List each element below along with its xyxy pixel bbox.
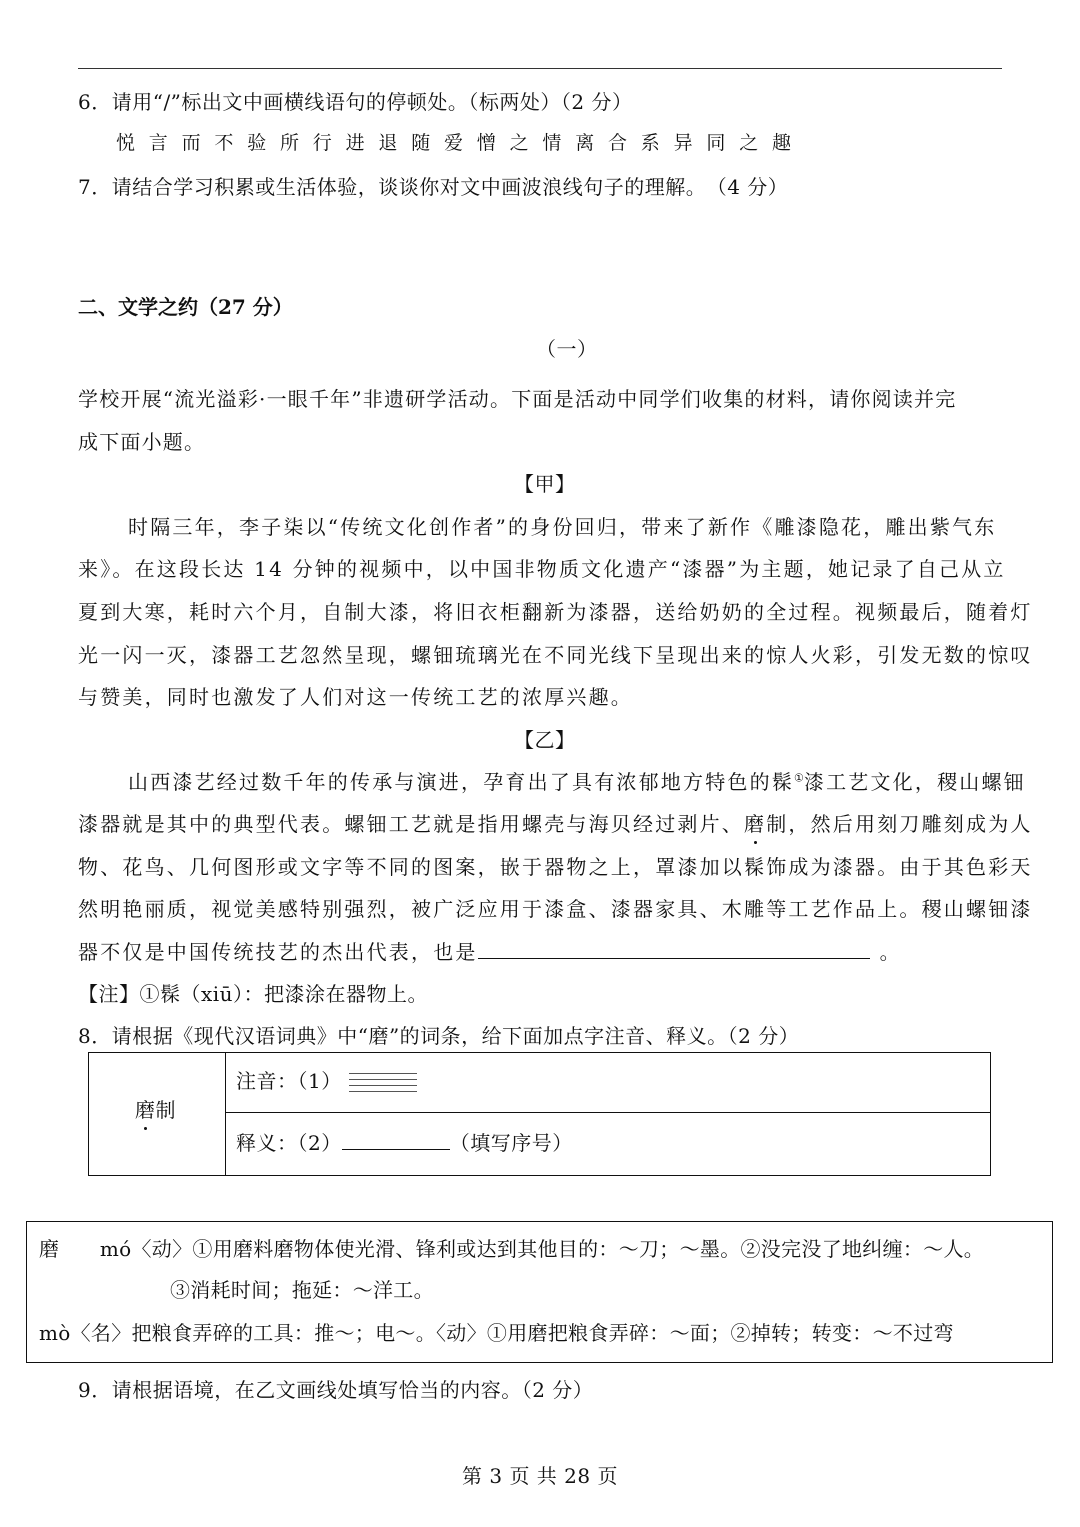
question-9: 9．请根据语境，在乙文画线处填写恰当的内容。（2 分） — [78, 1378, 594, 1402]
pinyin-row: 注音：（1） — [236, 1065, 417, 1095]
passage-jia-line: 光一闪一灭，漆器工艺忽然呈现，螺钿琉璃光在不同光线下呈现出来的惊人火彩，引发无数的惊叹 — [78, 643, 1033, 667]
question-6-sentence: 悦言而不验所行进退随爱憎之情离合系异同之趣 — [116, 132, 805, 154]
passage-yi-line: 漆器就是其中的典型代表。螺钿工艺就是指用螺壳与海贝经过剥片、磨制，然后用刻刀雕刻成为人 — [78, 808, 1033, 837]
section-heading: 二、文学之约（27 分） — [78, 295, 293, 319]
passage-yi-line: 然明艳丽质，视觉美感特别强烈，被广泛应用于漆盒、漆器家具、木雕等工艺作品上。稷山螺钿漆 — [78, 897, 1033, 921]
passage-jia-line: 与赞美，同时也激发了人们对这一传统工艺的浓厚兴趣。 — [78, 685, 633, 709]
top-rule — [78, 68, 1002, 69]
passage-yi-line: 物、花鸟、几何图形或文字等不同的图案，嵌于器物之上，罩漆加以髹饰成为漆器。由于其色彩天 — [78, 855, 1033, 879]
passage-jia-line: 时隔三年，李子柒以“传统文化创作者”的身份回归，带来了新作《雕漆隐花，雕出紫气东 — [128, 515, 997, 539]
pinyin-answer-lines[interactable] — [349, 1071, 417, 1095]
passage-yi-line: 器不仅是中国传统技艺的杰出代表，也是 。 — [78, 940, 902, 964]
footnote-marker: ① — [794, 771, 804, 785]
table-divider — [225, 1053, 226, 1175]
passage-yi-label: 【乙】 — [514, 728, 576, 752]
meaning-row: 释义：（2） （填写序号） — [236, 1131, 573, 1155]
passage-jia-line: 夏到大寒，耗时六个月，自制大漆，将旧衣柜翻新为漆器，送给奶奶的全过程。视频最后，随着灯 — [78, 600, 1033, 624]
passage-jia-line: 来》。在这段长达 14 分钟的视频中，以中国非物质文化遗产“漆器”为主题，她记录了自己从立 — [78, 557, 1006, 581]
intro-line-2: 成下面小题。 — [78, 430, 206, 454]
dotted-character: 磨 — [744, 808, 766, 837]
passage-yi-line: 山西漆艺经过数千年的传承与演进，孕育出了具有浓郁地方特色的髹①漆工艺文化，稷山螺钿 — [128, 770, 1026, 794]
intro-line-1: 学校开展“流光溢彩·一眼千年”非遗研学活动。下面是活动中同学们收集的材料，请你阅读并完 — [78, 387, 957, 411]
table-word: 磨制 — [135, 1094, 176, 1123]
fill-in-blank[interactable] — [478, 938, 870, 959]
part-label: （一） — [536, 337, 598, 361]
table-divider — [225, 1112, 990, 1113]
dictionary-line: mò〈名〉把粮食弄碎的工具：推～；电～。〈动〉①用磨把粮食弄碎：～面；②掉转；转变：～不过弯 — [39, 1321, 954, 1345]
dictionary-line: 磨 mó〈动〉①用磨料磨物体使光滑、锋利或达到其他目的：～刀；～墨。②没完没了地纠缠：～人。 — [39, 1237, 985, 1261]
page-footer: 第 3 页 共 28 页 — [462, 1464, 618, 1488]
meaning-answer-blank[interactable] — [342, 1131, 450, 1150]
passage-jia-label: 【甲】 — [514, 472, 576, 496]
dictionary-line: ③消耗时间；拖延：～洋工。 — [170, 1278, 434, 1302]
question-6: 6．请用“/”标出文中画横线语句的停顿处。（标两处）（2 分） — [78, 90, 633, 114]
footnote: 【注】①髹（xiū）：把漆涂在器物上。 — [78, 982, 429, 1006]
question-8: 8．请根据《现代汉语词典》中“磨”的词条，给下面加点字注音、释义。（2 分） — [78, 1024, 800, 1048]
dictionary-entry-box — [26, 1221, 1053, 1363]
answer-table — [88, 1052, 991, 1176]
question-7: 7．请结合学习积累或生活体验，谈谈你对文中画波浪线句子的理解。 （4 分） — [78, 175, 789, 199]
